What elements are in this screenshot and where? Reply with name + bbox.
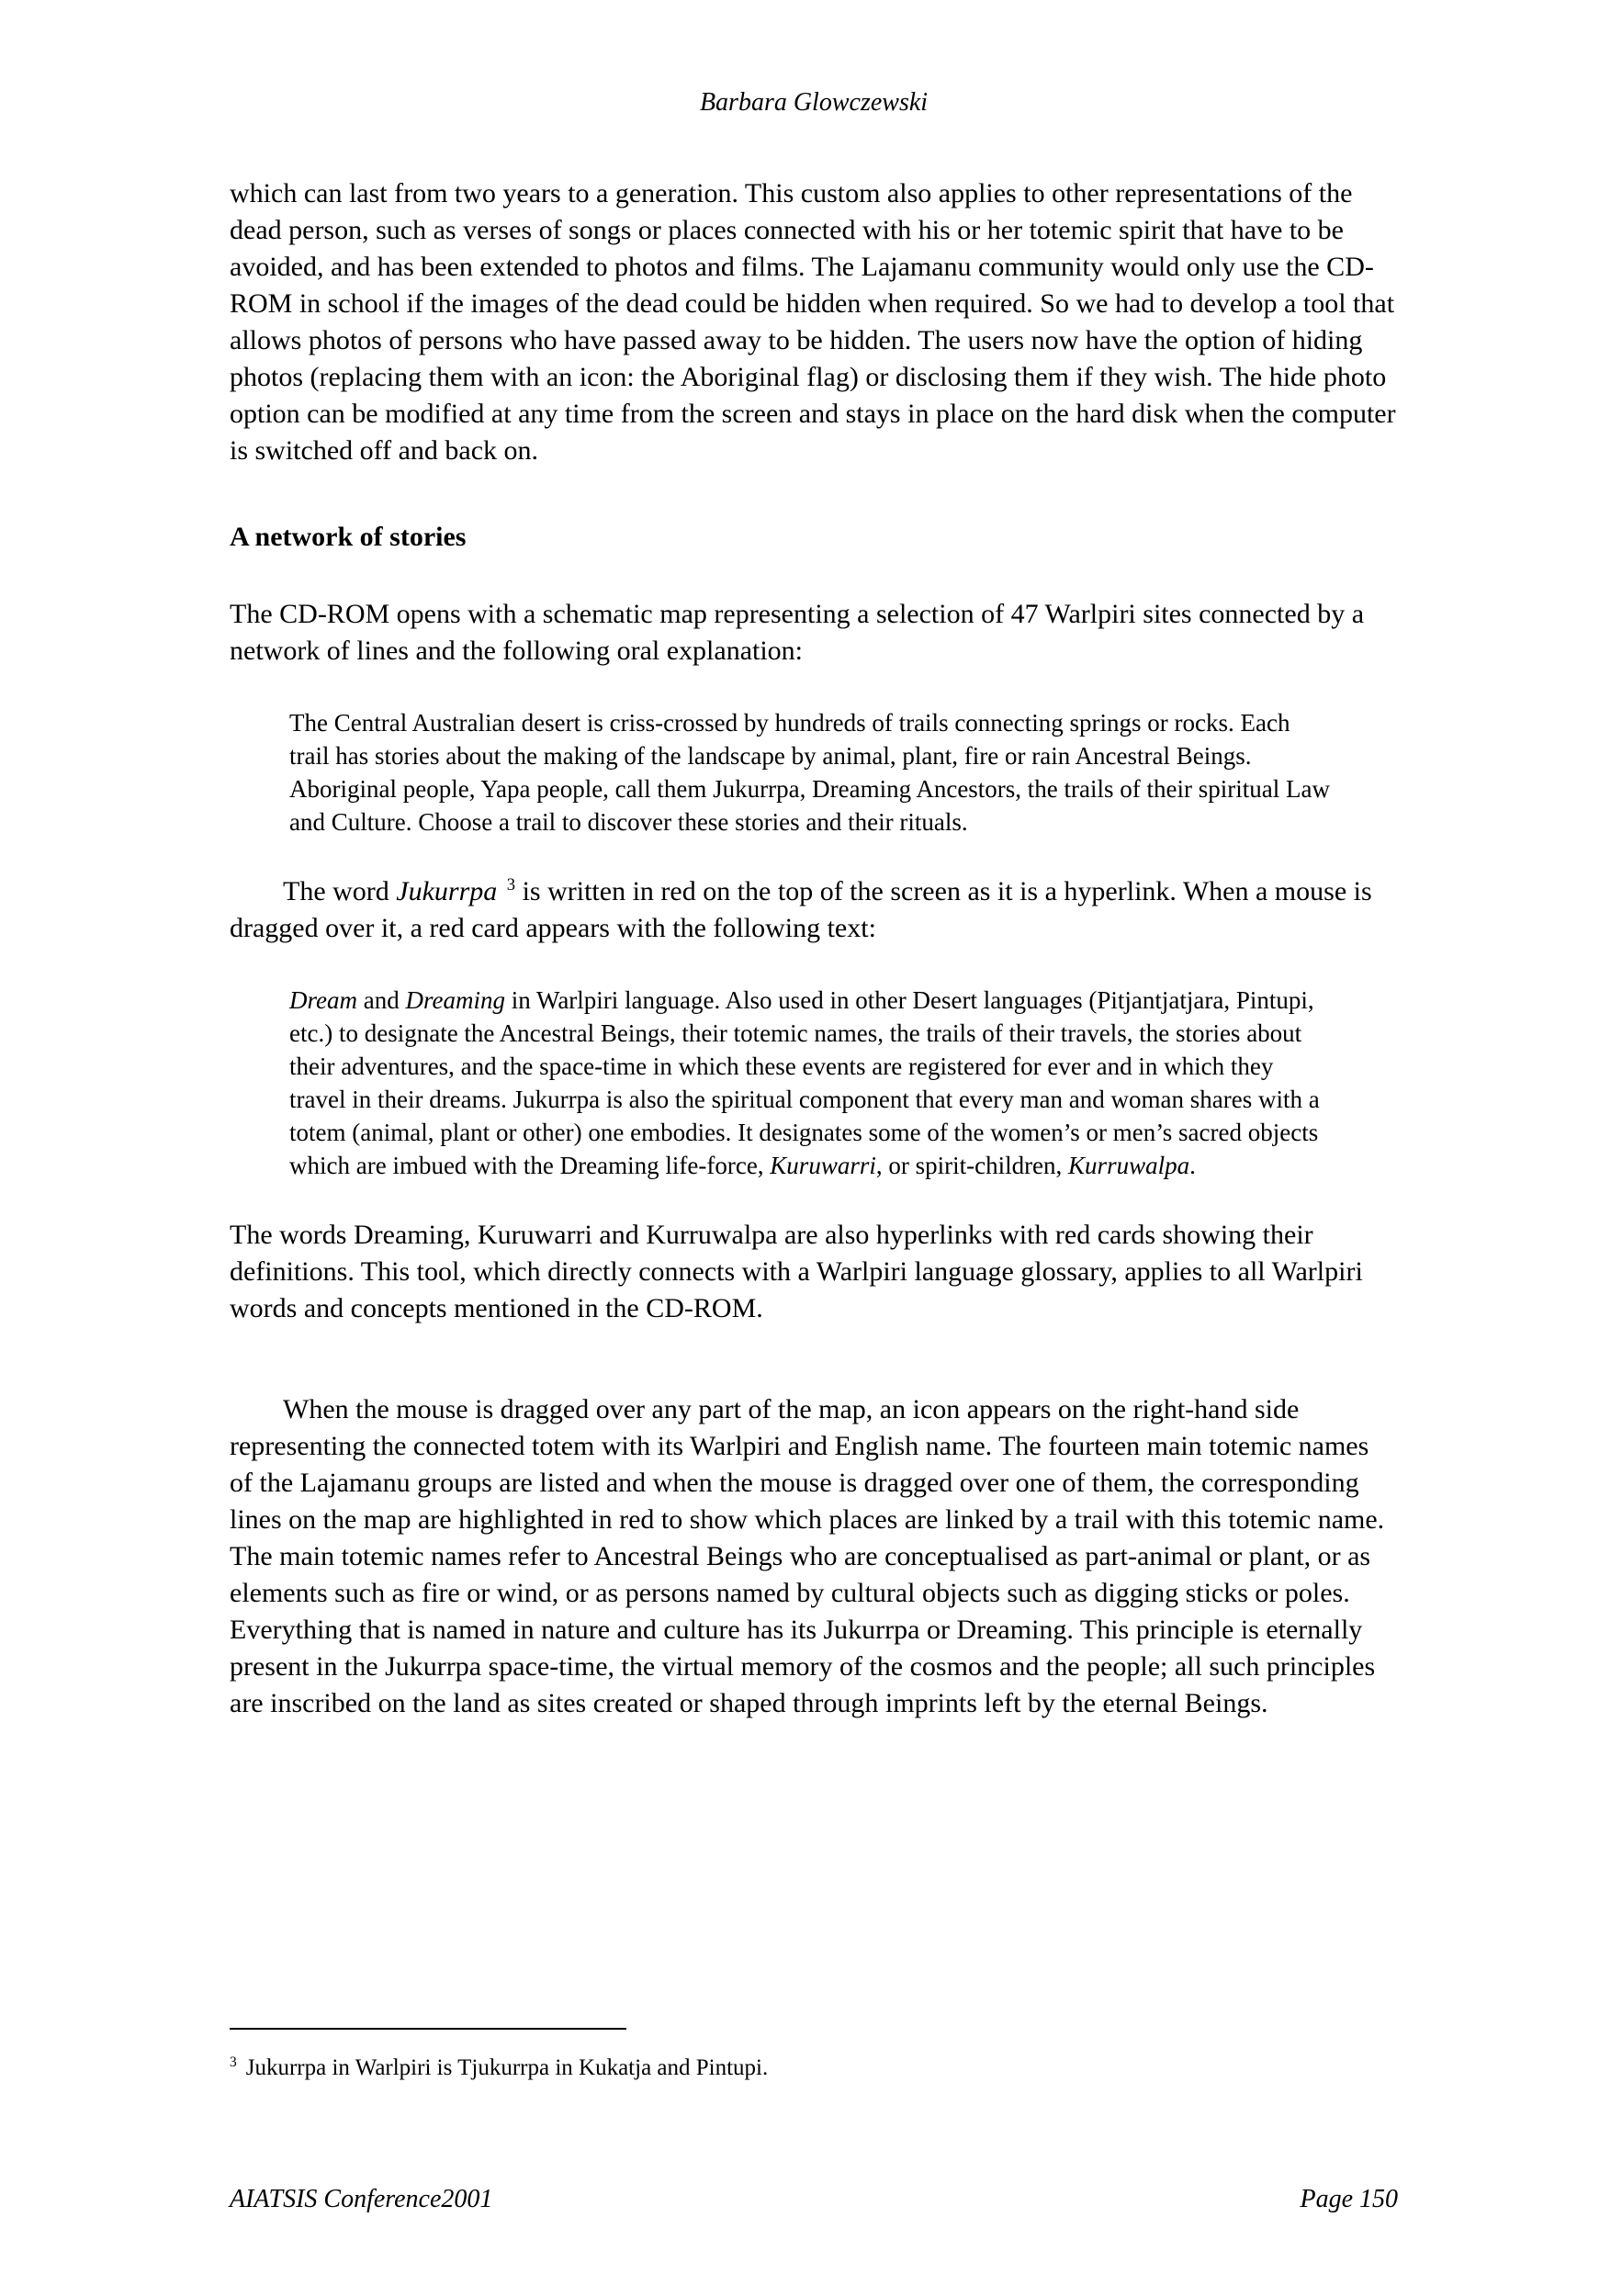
page-footer (230, 2184, 1398, 2215)
italic-term-kurruwalpa: Kurruwalpa (1068, 1152, 1190, 1179)
text-run: , or spirit-children, (875, 1152, 1069, 1179)
paragraph-hide-photo-tool: which can last from two years to a generation. This custom also applies to other representations of the dead person, such as verses of songs or places connected with his or her totemic spirit that have to be avoided, and has been extended to photos and films. The Lajamanu community would only use the CD-ROM in school if the images of the dead could be hidden when required. So we had to develop a tool that allows photos of persons who have passed away to be hidden. The users now have the option of hiding photos (replacing them with an icon: the Aboriginal flag) or disclosing them if they wish. The hide photo option can be modified at any time from the screen and stays in place on the hard disk when the computer is switched off and back on. (230, 178, 1396, 466)
footnote-reference-3: 3 (506, 875, 516, 895)
footer-conference-title: AIATSIS Conference2001 (230, 2185, 493, 2213)
italic-term-dreaming: Dreaming (405, 986, 505, 1014)
italic-term-dream: Dream (289, 986, 357, 1014)
italic-term-jukurrpa: Jukurrpa (396, 876, 504, 906)
footnote-marker: 3 (230, 2054, 237, 2070)
text-run: The word (283, 876, 397, 906)
italic-term-kuruwarri: Kuruwarri (770, 1152, 876, 1179)
paragraph-hyperlink-words-glossary: The words Dreaming, Kuruwarri and Kurruwalpa are also hyperlinks with red cards showing their definitions. This tool, which directly connects with a Warlpiri language glossary, applies to all Warlpiri words and concepts mentioned in the CD-ROM. (230, 1220, 1363, 1323)
text-run: in Warlpiri language. Also used in other Desert languages (Pitjantjatjara, Pintupi, etc.) to designate the Ancestral Beings, their totemic names, the trails of their travels, the stories about their adventures, and the space-time in which these events are registered for ever and in which they travel in their dreams. Jukurrpa is also the spiritual component that every man and woman shares with a totem (animal, plant or other) one embodies. It designates some of the women’s or men’s sacred objects which are imbued with the Dreaming life-force, (289, 986, 1320, 1179)
footnote-3 (230, 2054, 1398, 2083)
blockquote-oral-explanation: The Central Australian desert is criss-crossed by hundreds of trails connecting springs or rocks. Each trail has stories about the making of the landscape by animal, plant, fire or rain Ancestral Beings. Aboriginal people, Yapa people, call them Jukurrpa, Dreaming Ancestors, the trails of their spiritual Law and Culture. Choose a trail to discover these stories and their rituals. (289, 709, 1330, 836)
blockquote-red-card-definition (289, 984, 1334, 1182)
footnote-body: Jukurrpa in Warlpiri is Tjukurrpa in Kukatja and Pintupi. (245, 2055, 769, 2080)
footer-page-number: Page 150 (1300, 2185, 1398, 2213)
paragraph-jukurrpa-hyperlink (230, 873, 1398, 947)
section-heading-network-of-stories: A network of stories (230, 522, 467, 552)
paragraph-cdrom-map-intro: The CD-ROM opens with a schematic map representing a selection of 47 Warlpiri sites connected by a network of lines and the following oral explanation: (230, 599, 1365, 666)
running-header-author: Barbara Glowczewski (699, 88, 929, 117)
footnote-area (230, 2028, 1398, 2083)
text-run: and (357, 986, 406, 1014)
footnote-separator-rule (230, 2028, 626, 2030)
paragraph-totemic-names-map: When the mouse is dragged over any part of the map, an icon appears on the right-hand side representing the connected totem with its Warlpiri and English name. The fourteen main totemic names of the Lajamanu groups are listed and when the mouse is dragged over one of them, the corresponding lines on the map are highlighted in red to show which places are linked by a trail with this totemic name. The main totemic names refer to Ancestral Beings who are conceptualised as part-animal or plant, or as elements such as fire or wind, or as persons named by cultural objects such as digging sticks or poles. Everything that is named in nature and culture has its Jukurrpa or Dreaming. This principle is eternally present in the Jukurrpa space-time, the virtual memory of the cosmos and the people; all such principles are inscribed on the land as sites created or shaped through imprints left by the eternal Beings. (230, 1394, 1385, 1718)
text-run: . (1189, 1152, 1196, 1179)
text-run: is written in red on the top of the screen as it is a hyperlink. When a mouse is dragged over it, a red card appears with the following text: (230, 876, 1372, 943)
